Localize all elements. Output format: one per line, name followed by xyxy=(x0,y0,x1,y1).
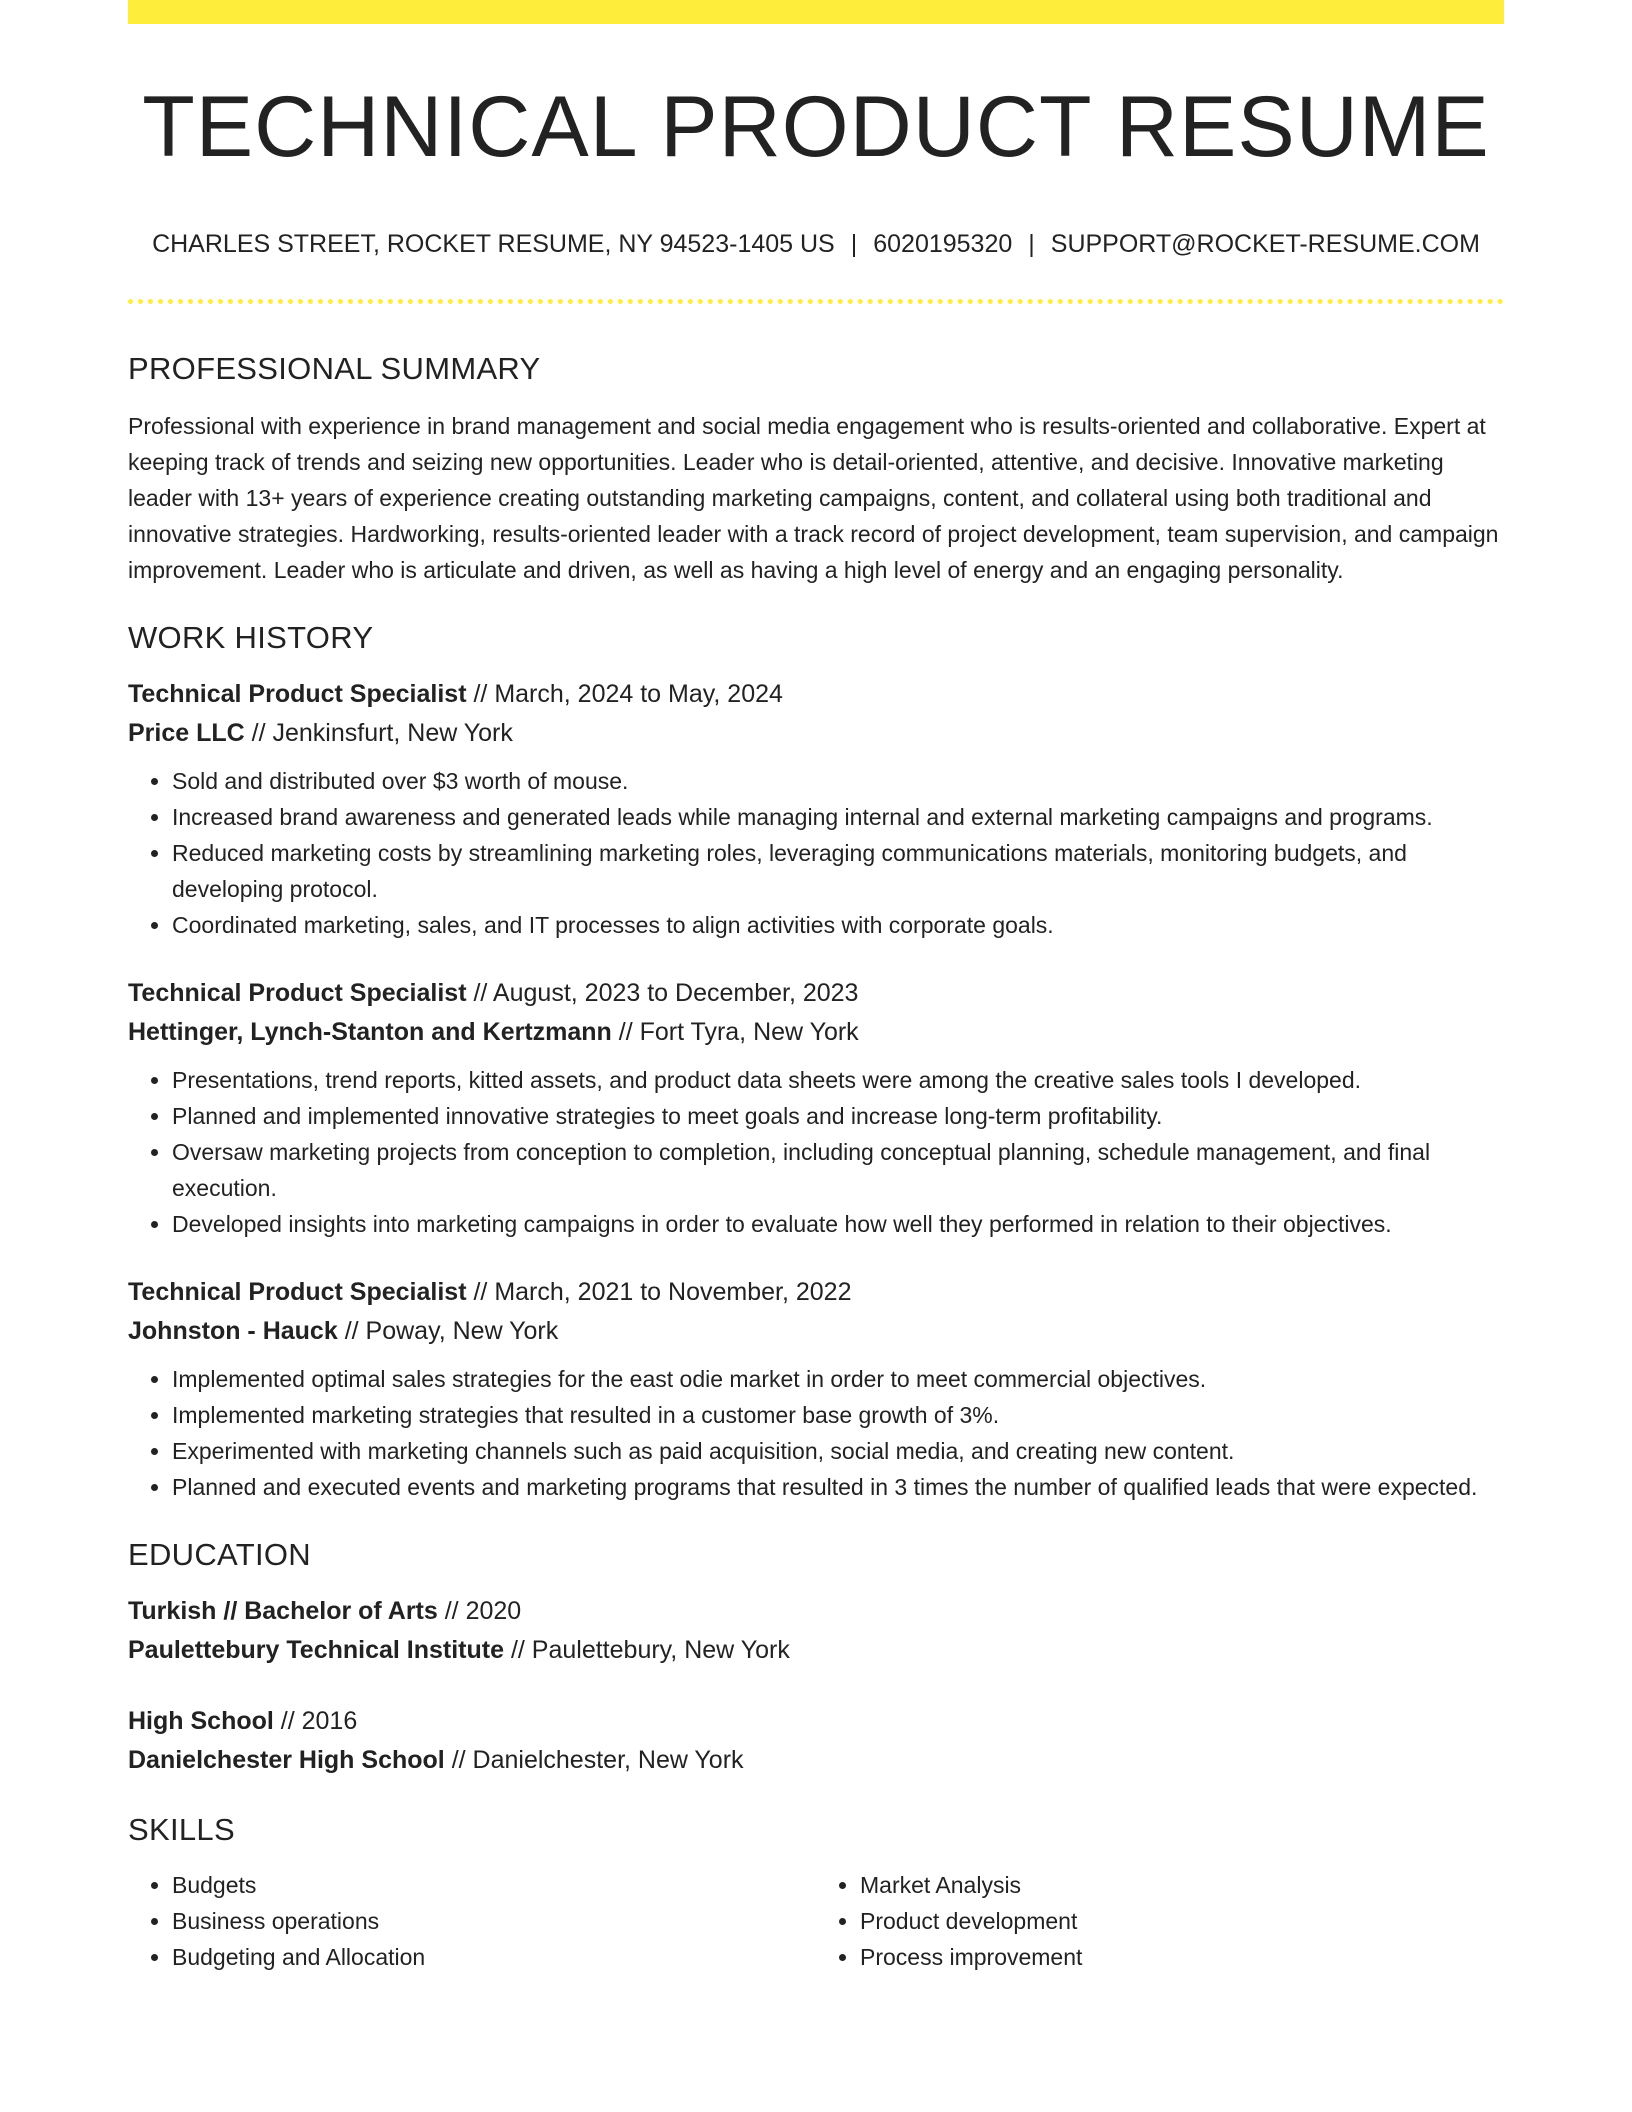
list-item: • Coordinated marketing, sales, and IT processes to align activities with corporate goals. xyxy=(172,907,1504,943)
education-entry xyxy=(128,1592,1504,1670)
contact-line xyxy=(128,232,1504,257)
contact-email: SUPPORT@ROCKET-RESUME.COM xyxy=(1050,230,1480,258)
job-bullet-list xyxy=(128,1062,1504,1242)
list-item: • Planned and executed events and marketing programs that resulted in 3 times the number of qualified leads that were expected. xyxy=(172,1469,1504,1505)
school-name: Paulettebury Technical Institute xyxy=(128,1636,505,1664)
school-name: Danielchester High School xyxy=(128,1746,445,1774)
list-item: • Implemented marketing strategies that resulted in a customer base growth of 3%. xyxy=(172,1397,1504,1433)
job-company: Johnston - Hauck xyxy=(128,1317,338,1345)
list-item: • Developed insights into marketing campaigns in order to evaluate how well they performed in relation to their objectives. xyxy=(172,1206,1504,1242)
job-title: Technical Product Specialist xyxy=(128,1278,467,1306)
school-line xyxy=(128,1631,1504,1670)
job-title: Technical Product Specialist xyxy=(128,680,467,708)
skill-item: • Budgeting and Allocation xyxy=(172,1939,816,1975)
list-item: • Increased brand awareness and generated leads while managing internal and external marketing campaigns and programs. xyxy=(172,799,1504,835)
dotted-divider xyxy=(128,299,1504,304)
job-dates: // March, 2024 to May, 2024 xyxy=(466,680,783,708)
job-location: // Jenkinsfurt, New York xyxy=(244,719,513,747)
skill-item: • Market Analysis xyxy=(860,1867,1504,1903)
graduation-year: // 2020 xyxy=(437,1597,522,1625)
contact-separator: | xyxy=(850,230,858,258)
job-location: // Fort Tyra, New York xyxy=(611,1018,859,1046)
skills-grid xyxy=(128,1867,1504,1975)
degree: High School xyxy=(128,1707,274,1735)
skills-heading: SKILLS xyxy=(128,1812,235,1847)
contact-separator: | xyxy=(1028,230,1035,258)
job-entry xyxy=(128,974,1504,1242)
list-item: • Implemented optimal sales strategies for the east odie market in order to meet commercial objectives. xyxy=(172,1361,1504,1397)
job-company: Price LLC xyxy=(128,719,245,747)
degree-line xyxy=(128,1592,1504,1631)
list-item: • Presentations, trend reports, kitted assets, and product data sheets were among the creative sales tools I developed. xyxy=(172,1062,1504,1098)
degree: Turkish // Bachelor of Arts xyxy=(128,1597,438,1625)
education-heading: EDUCATION xyxy=(128,1537,311,1572)
top-accent-bar xyxy=(128,0,1504,24)
job-title-line xyxy=(128,1273,1504,1312)
job-company-line xyxy=(128,1013,1504,1052)
list-item: • Planned and implemented innovative strategies to meet goals and increase long-term profitability. xyxy=(172,1098,1504,1134)
skill-item: • Business operations xyxy=(172,1903,816,1939)
job-company-line xyxy=(128,714,1504,753)
job-company: Hettinger, Lynch-Stanton and Kertzmann xyxy=(128,1018,612,1046)
job-entry xyxy=(128,1273,1504,1505)
skill-item: • Product development xyxy=(860,1903,1504,1939)
job-title-line xyxy=(128,974,1504,1013)
contact-address: CHARLES STREET, ROCKET RESUME, NY 94523-1405 US xyxy=(152,230,835,258)
list-item: • Reduced marketing costs by streamlining marketing roles, leveraging communications materials, monitoring budgets, and developing protocol. xyxy=(172,835,1504,907)
skills-list-left xyxy=(128,1867,816,1975)
resume-page xyxy=(128,0,1504,1975)
job-location: // Poway, New York xyxy=(337,1317,559,1345)
job-company-line xyxy=(128,1312,1504,1351)
school-line xyxy=(128,1741,1504,1780)
job-title-line xyxy=(128,675,1504,714)
list-item: • Experimented with marketing channels such as paid acquisition, social media, and creating new content. xyxy=(172,1433,1504,1469)
skills-list-right xyxy=(816,1867,1504,1975)
job-bullet-list xyxy=(128,1361,1504,1505)
list-item: • Oversaw marketing projects from conception to completion, including conceptual planning, schedule management, and final execution. xyxy=(172,1134,1504,1206)
education-entry xyxy=(128,1702,1504,1780)
summary-text: Professional with experience in brand management and social media engagement who is results-oriented and collaborative. Expert at keeping track of trends and seizing new opportunities. Leader who is detail-oriented, attentive, and decisive. Innovative marketing leader with 13+ years of experience creating outstanding marketing campaigns, content, and collateral using both traditional and innovative strategies. Hardworking, results-oriented leader with a track record of project development, team supervision, and campaign improvement. Leader who is articulate and driven, as well as having a high level of energy and an engaging personality. xyxy=(128,413,1499,583)
job-dates: // March, 2021 to November, 2022 xyxy=(466,1278,852,1306)
job-title: Technical Product Specialist xyxy=(128,979,467,1007)
graduation-year: // 2016 xyxy=(273,1707,358,1735)
contact-phone: 6020195320 xyxy=(873,230,1013,258)
skill-item: • Budgets xyxy=(172,1867,816,1903)
school-location: // Danielchester, New York xyxy=(444,1746,744,1774)
job-bullet-list xyxy=(128,763,1504,943)
resume-title: TECHNICAL PRODUCT RESUME xyxy=(142,79,1490,175)
job-entry xyxy=(128,675,1504,943)
school-location: // Paulettebury, New York xyxy=(504,1636,790,1664)
degree-line xyxy=(128,1702,1504,1741)
job-dates: // August, 2023 to December, 2023 xyxy=(466,979,859,1007)
skill-item: • Process improvement xyxy=(860,1939,1504,1975)
list-item: • Sold and distributed over $3 worth of mouse. xyxy=(172,763,1504,799)
work-history-heading: WORK HISTORY xyxy=(128,620,374,655)
summary-heading: PROFESSIONAL SUMMARY xyxy=(128,351,541,386)
